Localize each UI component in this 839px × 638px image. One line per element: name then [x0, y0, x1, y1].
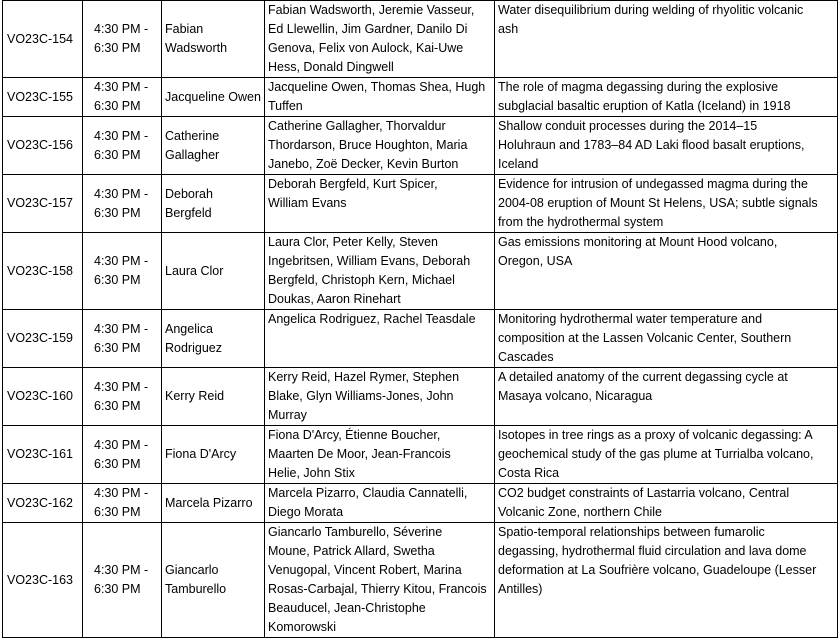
table-row	[3, 175, 838, 233]
abstract-id: VO23C-158	[3, 233, 83, 310]
time-end: 6:30 PM	[94, 456, 141, 471]
author-line: Blake, Glyn Williams-Jones, John	[268, 389, 454, 403]
abstract-title	[495, 1, 838, 78]
author-line: Beauducel, Jean-Christophe	[268, 601, 426, 615]
table-row	[3, 484, 838, 523]
table-row	[3, 117, 838, 175]
abstract-title	[495, 233, 838, 310]
presenter-name	[162, 484, 265, 523]
presenter-name	[162, 523, 265, 638]
abstract-title	[495, 368, 838, 426]
author-list	[265, 1, 495, 78]
author-line: Jacqueline Owen, Thomas Shea, Hugh	[268, 80, 486, 94]
presenter-line: Giancarlo	[165, 563, 219, 577]
title-line: Oregon, USA	[498, 254, 573, 268]
session-time	[83, 426, 162, 484]
time-start: 4:30 PM -	[94, 254, 149, 268]
title-line: subglacial basaltic eruption of Katla (Iceland) in 1918	[498, 99, 791, 113]
presenter-name	[162, 310, 265, 368]
abstract-id: VO23C-161	[3, 426, 83, 484]
presenter-line: Fabian	[165, 22, 204, 36]
presenter-name	[162, 368, 265, 426]
time-start: 4:30 PM -	[94, 437, 149, 452]
presenter-line: Bergfeld	[165, 205, 212, 220]
presenter-line: Marcela Pizarro	[165, 495, 253, 510]
presenter-line: Gallagher	[165, 147, 220, 162]
title-line: Volcanic Zone, northern Chile	[498, 505, 662, 519]
presenter-name	[162, 426, 265, 484]
author-line: Fiona D'Arcy, Étienne Boucher,	[268, 428, 441, 442]
presenter-line: Angelica	[165, 321, 213, 336]
title-line: Masaya volcano, Nicaragua	[498, 389, 653, 403]
abstract-title	[495, 175, 838, 233]
time-start: 4:30 PM -	[94, 186, 149, 201]
session-time	[83, 484, 162, 523]
time-start: 4:30 PM -	[94, 22, 149, 36]
time-end: 6:30 PM	[94, 273, 141, 287]
author-line: Bergfeld, Christoph Kern, Michael	[268, 273, 455, 287]
title-line: Gas emissions monitoring at Mount Hood volcano,	[498, 235, 778, 249]
time-start: 4:30 PM -	[94, 80, 149, 94]
presenter-line: Catherine	[165, 128, 220, 143]
author-list	[265, 484, 495, 523]
time-end: 6:30 PM	[94, 505, 141, 519]
table-row	[3, 1, 838, 78]
author-list	[265, 368, 495, 426]
presenter-name	[162, 117, 265, 175]
author-line: William Evans	[268, 196, 347, 210]
title-line: The role of magma degassing during the explosive	[498, 80, 779, 94]
schedule-rows	[3, 1, 838, 638]
title-line: composition at the Lassen Volcanic Center, Southern	[498, 331, 792, 345]
abstract-id: VO23C-160	[3, 368, 83, 426]
session-time	[83, 368, 162, 426]
author-line: Janebo, Zoë Decker, Kevin Burton	[268, 157, 459, 171]
title-line: A detailed anatomy of the current degassing cycle at	[498, 370, 788, 384]
author-line: Ed Llewellin, Jim Gardner, Danilo Di	[268, 22, 468, 36]
title-line: Antilles)	[498, 582, 543, 596]
abstract-id: VO23C-154	[3, 1, 83, 78]
presenter-name	[162, 1, 265, 78]
abstract-title	[495, 78, 838, 117]
title-line: Holuhraun and 1783–84 AD Laki flood basalt eruptions,	[498, 138, 805, 152]
author-line: Diego Morata	[268, 505, 344, 519]
time-end: 6:30 PM	[94, 147, 141, 162]
abstract-title	[495, 426, 838, 484]
author-line: Deborah Bergfeld, Kurt Spicer,	[268, 177, 438, 191]
title-line: CO2 budget constraints of Lastarria volcano, Central	[498, 486, 790, 500]
author-line: Angelica Rodriguez, Rachel Teasdale	[268, 312, 476, 326]
abstract-id: VO23C-155	[3, 78, 83, 117]
abstract-title	[495, 310, 838, 368]
abstract-id: VO23C-156	[3, 117, 83, 175]
author-line: Rosas-Carbajal, Thierry Kitou, Francois	[268, 582, 487, 596]
presenter-name	[162, 175, 265, 233]
author-list	[265, 523, 495, 638]
table-row	[3, 368, 838, 426]
session-time	[83, 175, 162, 233]
author-line: Marcela Pizarro, Claudia Cannatelli,	[268, 486, 468, 500]
presenter-line: Deborah	[165, 186, 213, 201]
author-line: Tuffen	[268, 99, 303, 113]
title-line: Spatio-temporal relationships between fumarolic	[498, 525, 765, 539]
title-line: ash	[498, 22, 519, 36]
time-start: 4:30 PM -	[94, 563, 149, 577]
presenter-line: Rodriguez	[165, 340, 222, 355]
abstract-id: VO23C-163	[3, 523, 83, 638]
title-line: Water disequilibrium during welding of rhyolitic volcanic	[498, 3, 804, 17]
time-end: 6:30 PM	[94, 99, 141, 113]
session-time	[83, 117, 162, 175]
session-schedule-table	[2, 0, 838, 638]
title-line: from the hydrothermal system	[498, 215, 664, 229]
author-list	[265, 117, 495, 175]
author-list	[265, 78, 495, 117]
time-start: 4:30 PM -	[94, 379, 149, 394]
title-line: deformation at La Soufrière volcano, Guadeloupe (Lesser	[498, 563, 817, 577]
author-line: Hess, Donald Dingwell	[268, 60, 394, 74]
title-line: 2004-08 eruption of Mount St Helens, USA; subtle signals	[498, 196, 818, 210]
author-line: Catherine Gallagher, Thorvaldur	[268, 119, 446, 133]
session-time	[83, 523, 162, 638]
author-line: Moune, Patrick Allard, Swetha	[268, 544, 435, 558]
title-line: Evidence for intrusion of undegassed magma during the	[498, 177, 808, 191]
title-line: Costa Rica	[498, 466, 560, 480]
author-line: Ingebritsen, William Evans, Deborah	[268, 254, 471, 268]
author-line: Komorowski	[268, 620, 337, 634]
author-line: Thordarson, Bruce Houghton, Maria	[268, 138, 468, 152]
session-time	[83, 233, 162, 310]
author-list	[265, 310, 495, 368]
presenter-line: Kerry Reid	[165, 389, 225, 403]
author-line: Kerry Reid, Hazel Rymer, Stephen	[268, 370, 460, 384]
time-end: 6:30 PM	[94, 41, 141, 55]
author-line: Murray	[268, 408, 307, 422]
time-end: 6:30 PM	[94, 582, 141, 596]
table-row	[3, 523, 838, 638]
time-start: 4:30 PM -	[94, 486, 149, 500]
time-end: 6:30 PM	[94, 398, 141, 413]
table-row	[3, 233, 838, 310]
author-list	[265, 175, 495, 233]
presenter-line: Tamburello	[165, 582, 227, 596]
title-line: geochemical study of the gas plume at Turrialba volcano,	[498, 447, 814, 461]
author-line: Genova, Felix von Aulock, Kai-Uwe	[268, 41, 464, 55]
presenter-line: Laura Clor	[165, 263, 224, 278]
author-line: Venugopal, Vincent Robert, Marina	[268, 563, 462, 577]
time-start: 4:30 PM -	[94, 321, 149, 336]
session-time	[83, 1, 162, 78]
time-start: 4:30 PM -	[94, 128, 149, 143]
author-line: Giancarlo Tamburello, Séverine	[268, 525, 443, 539]
author-list	[265, 233, 495, 310]
presenter-name	[162, 78, 265, 117]
presenter-line: Jacqueline Owen	[165, 89, 261, 104]
author-list	[265, 426, 495, 484]
session-time	[83, 310, 162, 368]
abstract-title	[495, 117, 838, 175]
author-line: Helie, John Stix	[268, 466, 355, 480]
abstract-title	[495, 484, 838, 523]
presenter-line: Wadsworth	[165, 41, 228, 55]
author-line: Fabian Wadsworth, Jeremie Vasseur,	[268, 3, 475, 17]
author-line: Laura Clor, Peter Kelly, Steven	[268, 235, 438, 249]
abstract-id: VO23C-157	[3, 175, 83, 233]
session-time	[83, 78, 162, 117]
title-line: Shallow conduit processes during the 2014–15	[498, 119, 758, 133]
time-end: 6:30 PM	[94, 340, 141, 355]
abstract-title	[495, 523, 838, 638]
table-row	[3, 310, 838, 368]
table-row	[3, 426, 838, 484]
table-row	[3, 78, 838, 117]
title-line: Iceland	[498, 157, 539, 171]
author-line: Maarten De Moor, Jean-Francois	[268, 447, 451, 461]
title-line: Cascades	[498, 350, 554, 364]
presenter-line: Fiona D'Arcy	[165, 447, 237, 461]
abstract-id: VO23C-159	[3, 310, 83, 368]
time-end: 6:30 PM	[94, 205, 141, 220]
presenter-name	[162, 233, 265, 310]
title-line: Monitoring hydrothermal water temperature and	[498, 312, 763, 326]
abstract-id: VO23C-162	[3, 484, 83, 523]
title-line: Isotopes in tree rings as a proxy of volcanic degassing: A	[498, 428, 813, 442]
title-line: degassing, hydrothermal fluid circulation and lava dome	[498, 544, 807, 558]
author-line: Doukas, Aaron Rinehart	[268, 292, 401, 306]
